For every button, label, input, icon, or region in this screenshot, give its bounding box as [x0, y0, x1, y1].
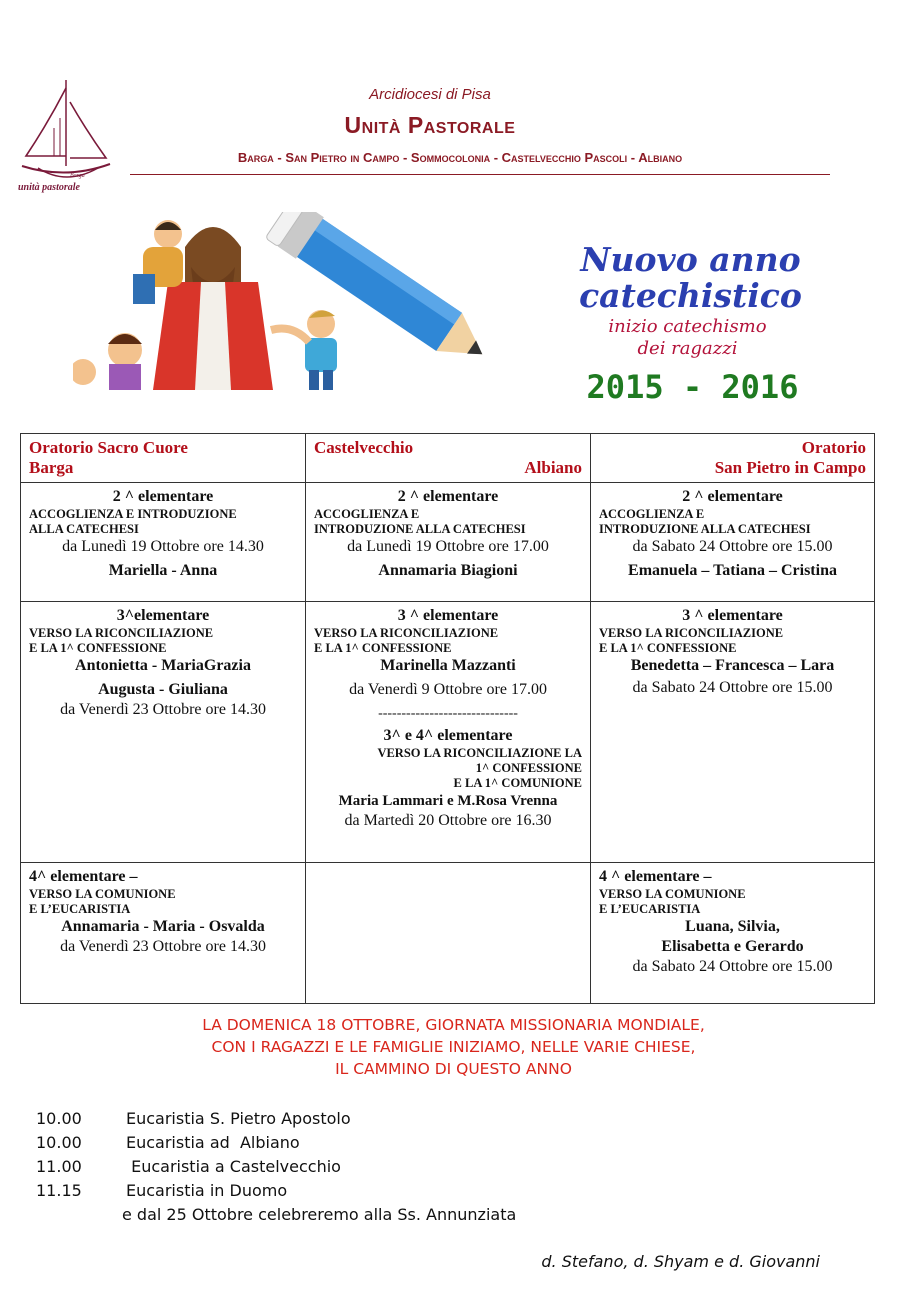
catechists: Luana, Silvia, — [685, 918, 780, 935]
start-date: da Sabato 24 Ottobre ore 15.00 — [632, 679, 833, 696]
catechists: Mariella - Anna — [108, 562, 218, 579]
header-san-pietro-line1: Oratorio — [801, 438, 866, 457]
cell-san-pietro-2 — [591, 483, 875, 602]
notice-line: CON I RAGAZZI E LE FAMIGLIE INIZIAMO, NELLE VARIE CHIESE, — [211, 1038, 696, 1056]
unita-pastorale-title: Unità Pastorale — [344, 112, 516, 138]
catechists: Emanuela – Tatiana – Cristina — [628, 562, 837, 579]
mass-time: 11.15 — [36, 1181, 82, 1200]
topic-line: E LA 1^ CONFESSIONE — [29, 641, 167, 655]
start-date: da Venerdì 23 Ottobre ore 14.30 — [60, 938, 266, 955]
header-castelvecchio — [306, 434, 591, 483]
mass-schedule — [36, 1107, 351, 1203]
list-item — [36, 1107, 351, 1131]
catechists: Annamaria - Maria - Osvalda — [61, 918, 265, 935]
start-date: da Sabato 24 Ottobre ore 15.00 — [632, 538, 833, 555]
topic-line: VERSO LA COMUNIONE — [599, 887, 746, 901]
topic-line: ACCOGLIENZA E — [314, 507, 420, 521]
start-date: da Venerdì 9 Ottobre ore 17.00 — [349, 681, 547, 698]
catechists: Maria Lammari e M.Rosa Vrenna — [338, 793, 558, 809]
mass-description: Eucaristia a Castelvecchio — [126, 1157, 341, 1176]
table-row — [21, 602, 875, 863]
start-date: da Martedì 20 Ottobre ore 16.30 — [344, 812, 552, 829]
mass-time: 10.00 — [36, 1133, 82, 1152]
catechists: Benedetta – Francesca – Lara — [630, 657, 835, 674]
mass-description: Eucaristia S. Pietro Apostolo — [126, 1109, 351, 1128]
mission-day-notice — [60, 1014, 847, 1080]
school-year: 2015 - 2016 — [586, 368, 799, 406]
mass-description: Eucaristia in Duomo — [126, 1181, 288, 1200]
cell-barga-4 — [21, 863, 306, 1004]
start-date: da Venerdì 23 Ottobre ore 14.30 — [60, 701, 266, 718]
level-label: 3 ^ elementare — [397, 607, 499, 624]
header-castelvecchio-line1: Castelvecchio — [314, 438, 414, 457]
level-label: 4 ^ elementare – — [599, 868, 712, 885]
list-item — [36, 1179, 351, 1203]
topic-line: VERSO LA RICONCILIAZIONE — [314, 626, 499, 640]
topic-line: ACCOGLIENZA E INTRODUZIONE — [29, 507, 237, 521]
header-san-pietro-line2: San Pietro in Campo — [714, 458, 866, 477]
start-date: da Lunedì 19 Ottobre ore 17.00 — [347, 538, 549, 555]
table-header-row — [21, 434, 875, 483]
list-item — [36, 1155, 351, 1179]
topic-line: E L’EUCARISTIA — [599, 902, 701, 916]
table-row — [21, 483, 875, 602]
table-row — [21, 863, 875, 1004]
notice-line: LA DOMENICA 18 OTTOBRE, GIORNATA MISSIONARIA MONDIALE, — [202, 1016, 705, 1034]
level-label: 2 ^ elementare — [682, 488, 783, 505]
mass-time: 10.00 — [36, 1109, 82, 1128]
banner-subtitle-line2: dei ragazzi — [637, 338, 738, 359]
cell-barga-3 — [21, 602, 306, 863]
topic-line: E LA 1^ CONFESSIONE — [314, 641, 452, 655]
topic-line: E LA 1^ CONFESSIONE — [599, 641, 737, 655]
banner-subtitle-line1: inizio catechismo — [608, 316, 767, 337]
svg-text:Barga: Barga — [70, 173, 85, 179]
parishes-list: Barga - San Pietro in Campo - Sommocolonia - Castelvecchio Pascoli - Albiano — [237, 150, 683, 165]
cell-san-pietro-4 — [591, 863, 875, 1004]
topic-line: INTRODUZIONE ALLA CATECHESI — [314, 522, 526, 536]
cell-san-pietro-3 — [591, 602, 875, 863]
notice-line: IL CAMMINO DI QUESTO ANNO — [335, 1060, 572, 1078]
banner-title — [518, 242, 863, 314]
topic-line: VERSO LA RICONCILIAZIONE — [599, 626, 784, 640]
level-label: 3 ^ elementare — [682, 607, 783, 624]
topic-line: INTRODUZIONE ALLA CATECHESI — [599, 522, 811, 536]
level-label: 4^ elementare – — [29, 868, 138, 885]
catechists: Annamaria Biagioni — [378, 562, 518, 579]
catechists: Marinella Mazzanti — [380, 657, 516, 674]
header-castelvecchio-line2: Albiano — [524, 458, 582, 477]
topic-line: 1^ CONFESSIONE — [475, 761, 582, 775]
topic-line: E L’EUCARISTIA — [29, 902, 131, 916]
svg-text:unità pastorale: unità pastorale — [18, 182, 80, 193]
signature: d. Stefano, d. Shyam e d. Giovanni — [541, 1252, 820, 1271]
banner-subtitle — [545, 316, 830, 360]
cell-castelvecchio-3 — [306, 602, 591, 863]
topic-line: ACCOGLIENZA E — [599, 507, 705, 521]
topic-line: VERSO LA RICONCILIAZIONE — [29, 626, 214, 640]
unita-pastorale-logo — [18, 78, 114, 196]
level-label: 3^ e 4^ elementare — [383, 727, 513, 744]
separator-line: ------------------------------ — [378, 706, 518, 721]
cell-barga-2 — [21, 483, 306, 602]
cell-castelvecchio-2 — [306, 483, 591, 602]
jesus-children-pencil-illustration — [73, 212, 503, 390]
mass-description: Eucaristia ad Albiano — [126, 1133, 300, 1152]
header-barga-line2: Barga — [29, 458, 74, 477]
cell-castelvecchio-4-empty — [306, 863, 591, 1004]
topic-line: E LA 1^ COMUNIONE — [453, 776, 582, 790]
banner-title-line2: catechistico — [579, 276, 802, 315]
catechism-schedule-table — [20, 433, 875, 1004]
list-item — [36, 1131, 351, 1155]
level-label: 2 ^ elementare — [397, 488, 499, 505]
level-label: 2 ^ elementare — [112, 488, 214, 505]
mass-time: 11.00 — [36, 1157, 82, 1176]
catechists: Antonietta - MariaGrazia — [75, 657, 251, 674]
level-label: 3^elementare — [116, 607, 210, 624]
arcidiocesi-title: Arcidiocesi di Pisa — [369, 86, 491, 103]
header-barga — [21, 434, 306, 483]
catechists: Elisabetta e Gerardo — [661, 938, 804, 955]
header-divider — [130, 174, 830, 175]
header-san-pietro — [591, 434, 875, 483]
topic-line: VERSO LA RICONCILIAZIONE LA — [377, 746, 582, 760]
catechists: Augusta - Giuliana — [98, 681, 228, 698]
topic-line: VERSO LA COMUNIONE — [29, 887, 176, 901]
start-date: da Sabato 24 Ottobre ore 15.00 — [632, 958, 833, 975]
start-date: da Lunedì 19 Ottobre ore 14.30 — [62, 538, 264, 555]
banner-title-line1: Nuovo anno — [580, 240, 801, 279]
mass-schedule-note: e dal 25 Ottobre celebreremo alla Ss. Annunziata — [122, 1205, 517, 1224]
topic-line: ALLA CATECHESI — [29, 522, 139, 536]
header-barga-line1: Oratorio Sacro Cuore — [29, 438, 188, 457]
